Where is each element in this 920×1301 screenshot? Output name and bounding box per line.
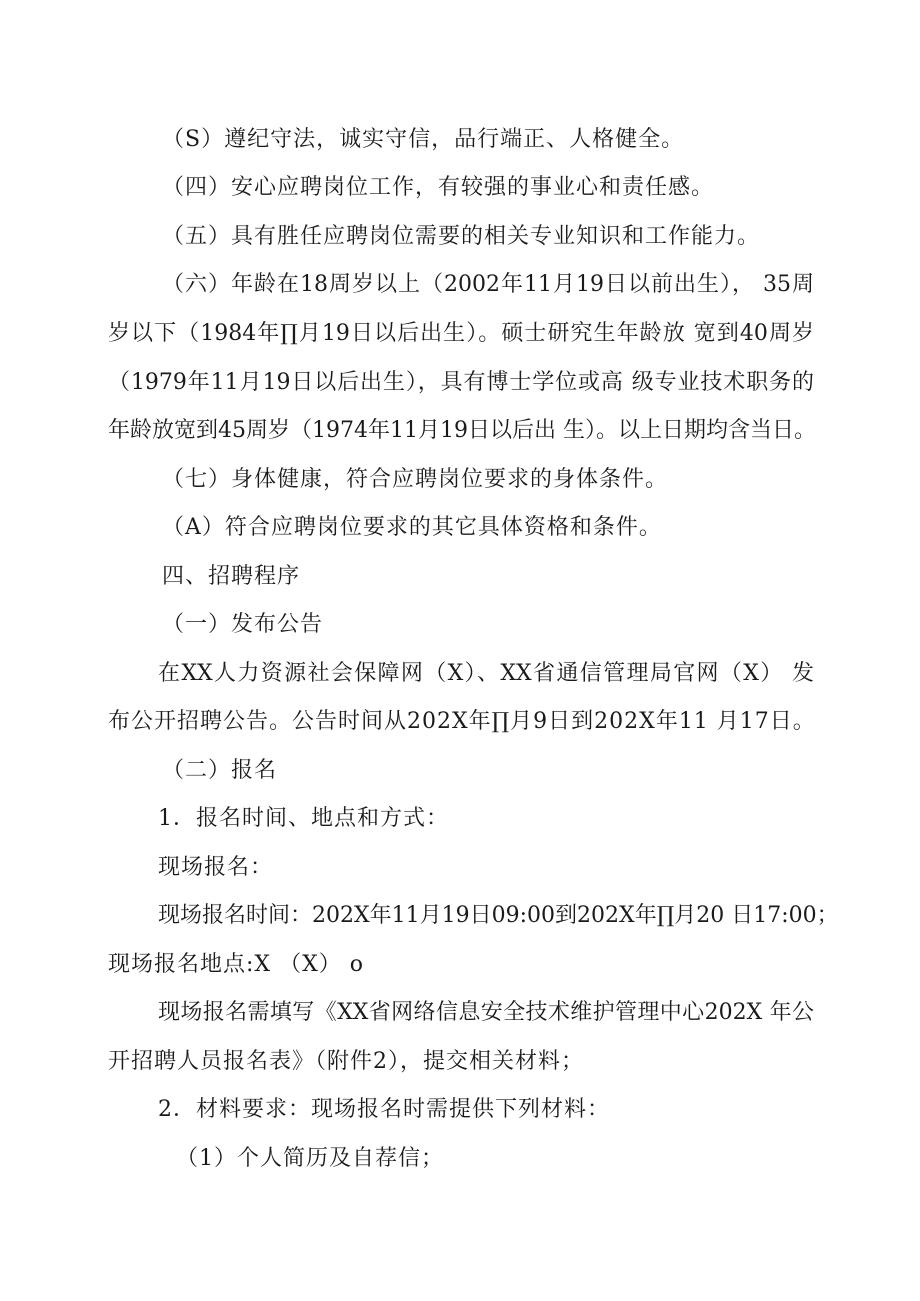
paragraph-line-9: （A）符合应聘岗位要求的其它具体资格和条件。	[162, 515, 662, 540]
paragraph-line-7: 年龄放宽到45周岁（1974年11月19日以后出 生）。以上日期均含当日。	[108, 418, 816, 443]
paragraph-line-8: （七）身体健康，符合应聘岗位要求的身体条件。	[162, 467, 669, 492]
paragraph-line-16: 现场报名需填写《XX省网络信息安全技术维护管理中心202X 年公	[158, 1000, 814, 1025]
subsection-heading-2: （二）报名	[162, 758, 278, 783]
paragraph-line-3: （五）具有胜任应聘岗位需要的相关专业知识和工作能力。	[162, 224, 761, 249]
paragraph-line-19: （1）个人简历及自荐信；	[176, 1146, 444, 1171]
paragraph-line-4: （六）年龄在18周岁以上（2002年11月19日以前出生）， 35周	[162, 272, 814, 297]
paragraph-line-18: 2．材料要求：现场报名时需提供下列材料：	[158, 1097, 610, 1122]
paragraph-line-15: 现场报名地点:X （X） o	[108, 952, 364, 977]
paragraph-line-14: 现场报名时间：202X年11月19日09:00到202X年∏月20 日17:00；	[158, 903, 839, 928]
paragraph-line-17: 开招聘人员报名表》（附件2），提交相关材料；	[108, 1049, 584, 1074]
paragraph-line-6: （1979年11月19日以后出生），具有博士学位或高 级专业技术职务的	[108, 370, 814, 395]
paragraph-line-13: 现场报名：	[158, 855, 274, 880]
section-heading: 四、招聘程序	[162, 564, 301, 589]
paragraph-line-1: （S）遵纪守法，诚实守信，品行端正、人格健全。	[162, 127, 685, 152]
paragraph-line-11: 布公开招聘公告。公告时间从202X年∏月9日到202X年11 月17日。	[108, 709, 816, 734]
subsection-heading-1: （一）发布公告	[162, 612, 324, 637]
paragraph-line-5: 岁以下（1984年∏月19日以后出生）。硕士研究生年龄放 宽到40周岁	[108, 321, 814, 346]
paragraph-line-2: （四）安心应聘岗位工作，有较强的事业心和责任感。	[162, 175, 715, 200]
paragraph-line-12: 1．报名时间、地点和方式：	[158, 806, 449, 831]
paragraph-line-10: 在XX人力资源社会保障网（X）、XX省通信管理局官网（X） 发	[158, 661, 814, 686]
